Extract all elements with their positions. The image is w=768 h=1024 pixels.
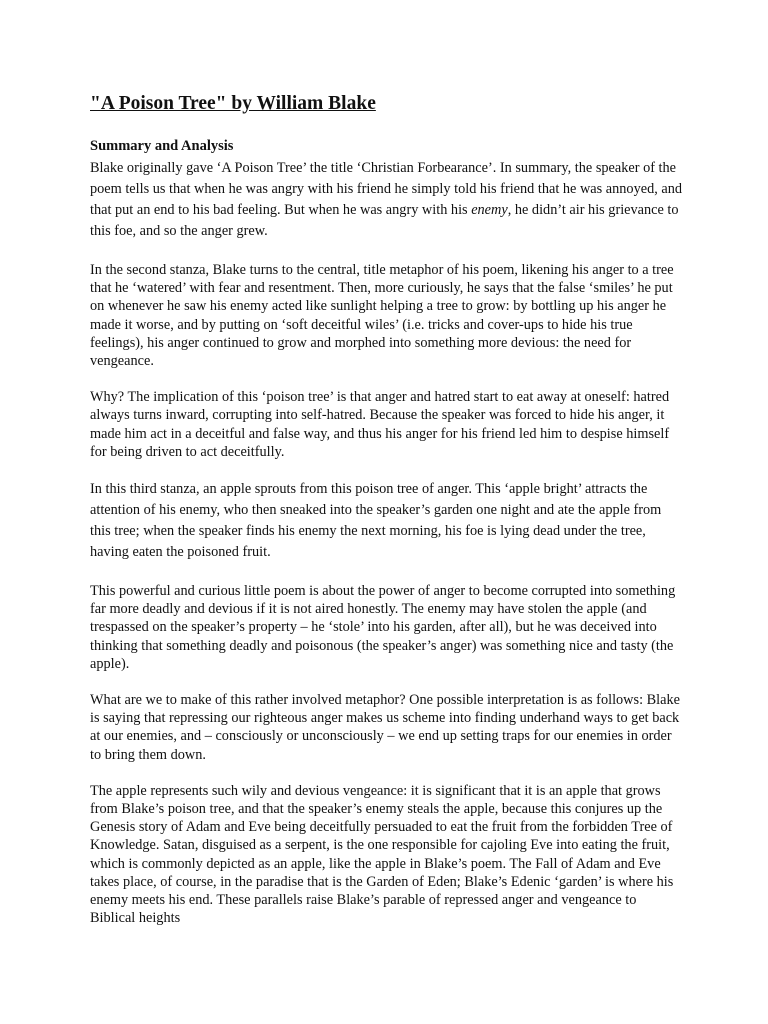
paragraph-4: In this third stanza, an apple sprouts from this poison tree of anger. This ‘apple bright’ attracts the attention of his enemy, who then sneaked into the speaker’s garden one night and ate the apple from this tree; when the speaker finds his enemy the next morning, his foe is lying dead under the tree, having eaten the poisoned fruit. — [90, 481, 662, 561]
paragraph-7: The apple represents such wily and devious vengeance: it is significant that it is an apple that grows from Blake’s poison tree, and that the speaker’s enemy steals the apple, because this conjures up the Genesis story of Adam and Eve being deceitfully persuaded to eat the fruit from the forbidden Tree of Knowledge. Satan, disguised as a serpent, is the one responsible for cajoling Eve into eating the fruit, which is commonly depicted as an apple, like the apple in Blake’s poem. The Fall of Adam and Eve takes place, of course, in the paradise that is the Garden of Eden; Blake’s Edenic ‘garden’ is where his enemy meets his end. These parallels raise Blake’s parable of repressed anger and vengeance to Biblical heights — [90, 782, 674, 927]
paragraph-3: Why? The implication of this ‘poison tree’ is that anger and hatred start to eat away at oneself: hatred always turns inward, corrupting into self-hatred. Because the speaker was forced to hide his anger, it made him act in a deceitful and false way, and thus his anger for his friend led him to despise himself for being driven to act deceitfully. — [90, 389, 670, 460]
document-title: "A Poison Tree" by William Blake — [90, 93, 376, 114]
section-heading: Summary and Analysis — [90, 138, 234, 154]
paragraph-5: This powerful and curious little poem is about the power of anger to become corrupted into something far more deadly and devious if it is not aired honestly. The enemy may have stolen the apple (and trespassed on the speaker’s property – he ‘stole’ into his garden, after all), but he was deceived into thinking that something deadly and poisonous (the speaker’s anger) was something nice and tasty (the apple). — [90, 583, 676, 672]
paragraph-2: In the second stanza, Blake turns to the central, title metaphor of his poem, likening his anger to a tree that he ‘watered’ with fear and resentment. Then, more curiously, he says that the false ‘smiles’ he put on whenever he saw his enemy acted like sunlight helping a tree to grow: by bottling up his anger he made it worse, and by putting on ‘soft deceitful wiles’ (i.e. tricks and cover-ups to hide his true feelings), his anger continued to grow and morphed into something more devious: the need for vengeance. — [90, 262, 674, 370]
paragraph-1-emphasis: enemy — [471, 202, 508, 218]
paragraph-1-text-b: , he didn’t air his grievance to this foe, and so the anger grew. — [90, 202, 679, 239]
paragraph-1 — [90, 158, 682, 242]
document-body — [90, 92, 682, 945]
paragraph-1-text-a: Blake originally gave ‘A Poison Tree’ the title ‘Christian Forbearance’. In summary, the speaker of the poem tells us that when he was angry with his friend he simply told his friend that he was annoyed, and that put an end to his bad feeling. But when he was angry with his — [90, 160, 683, 218]
paragraph-6: What are we to make of this rather involved metaphor? One possible interpretation is as follows: Blake is saying that repressing our righteous anger makes us scheme into finding underhand ways to get back at our enemies, and – consciously or unconsciously – we end up setting traps for our enemies in order to bring them down. — [90, 692, 680, 763]
